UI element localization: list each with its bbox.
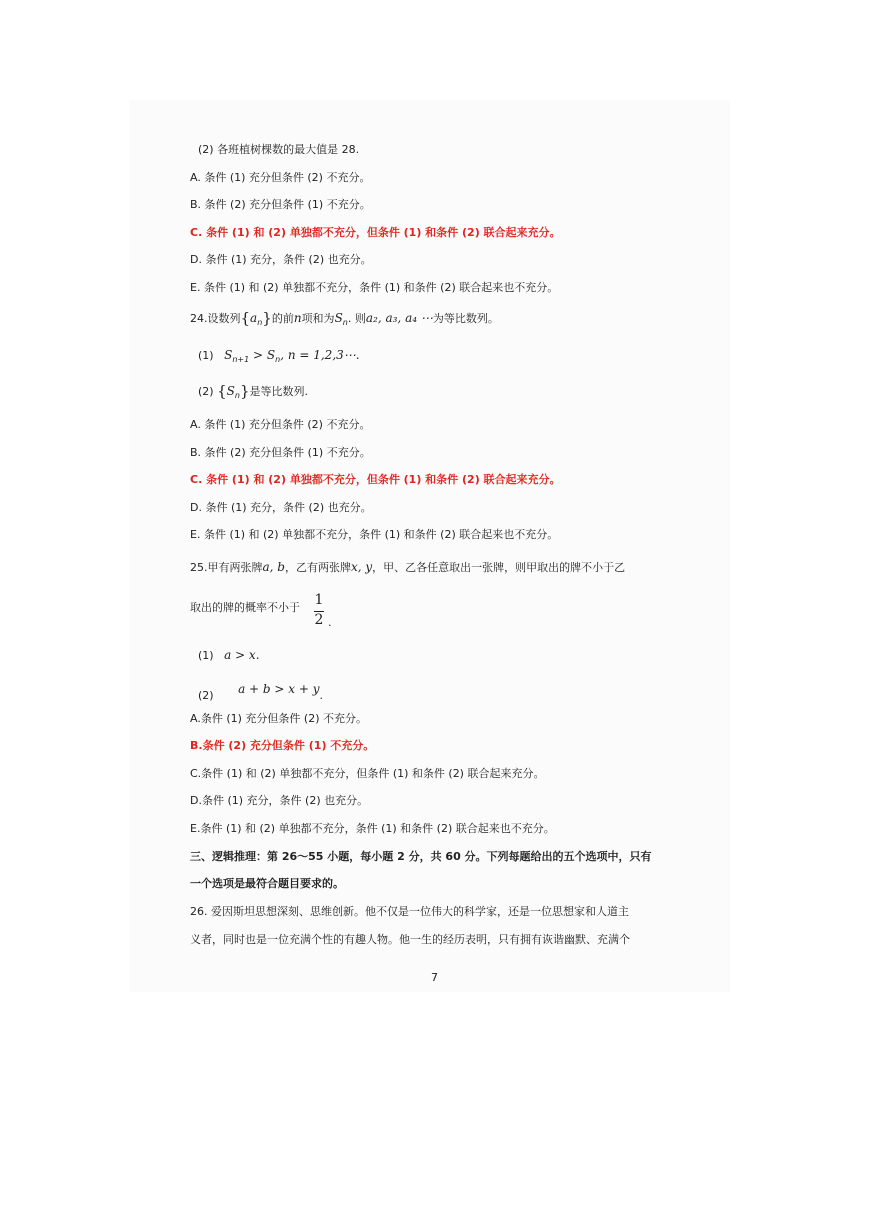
math-var: a, b <box>262 560 285 574</box>
left-brace: { <box>217 382 227 400</box>
math-var: S <box>226 384 235 398</box>
condition-1 <box>198 648 260 663</box>
math-var: a <box>250 311 258 325</box>
option-a: A.条件 (1) 充分但条件 (2) 不充分。 <box>190 712 367 725</box>
option-b: B. 条件 (2) 充分但条件 (1) 不充分。 <box>190 198 371 211</box>
left-brace: { <box>240 309 251 327</box>
q25-text: ，乙有两张牌 <box>284 561 351 574</box>
option-e: E. 条件 (1) 和 (2) 单独都不充分，条件 (1) 和条件 (2) 联合起来也不充分。 <box>190 281 559 294</box>
math-expr: , n = 1,2,3⋯. <box>280 348 360 362</box>
q24-text: 的前 <box>271 312 294 325</box>
option-c-answer: C. 条件 (1) 和 (2) 单独都不充分，但条件 (1) 和条件 (2) 联合起来充分。 <box>190 226 561 239</box>
math-subscript: n <box>275 355 281 364</box>
condition-1 <box>198 348 360 367</box>
condition-label: (2) <box>198 689 214 702</box>
option-c: C.条件 (1) 和 (2) 单独都不充分，但条件 (1) 和条件 (2) 联合起来充分。 <box>190 767 545 780</box>
period: . <box>319 689 324 702</box>
section-heading-cont: 一个选项是最符合题目要求的。 <box>190 877 344 890</box>
option-a: A. 条件 (1) 充分但条件 (2) 不充分。 <box>190 171 371 184</box>
question-25-cont <box>190 601 300 615</box>
period: . <box>328 616 332 629</box>
right-brace: } <box>239 382 250 400</box>
option-d: D. 条件 (1) 充分，条件 (2) 也充分。 <box>190 253 372 266</box>
math-subscript: n <box>234 391 240 400</box>
q25-text: ，甲、乙各任意取出一张牌，则甲取出的牌不小于乙 <box>372 561 626 574</box>
text-line: (2) 各班植树棵数的最大值是 28. <box>198 143 360 156</box>
condition-label: (1) <box>198 349 214 362</box>
math-subscript: n+1 <box>232 355 250 364</box>
q24-text: 24.设数列 <box>190 312 241 325</box>
option-b-answer: B.条件 (2) 充分但条件 (1) 不充分。 <box>190 739 375 752</box>
option-c-answer: C. 条件 (1) 和 (2) 单独都不充分，但条件 (1) 和条件 (2) 联合起来充分。 <box>190 473 561 486</box>
fraction-denominator: 2 <box>314 612 324 628</box>
option-d: D. 条件 (1) 充分，条件 (2) 也充分。 <box>190 501 372 514</box>
option-b: B. 条件 (2) 充分但条件 (1) 不充分。 <box>190 446 371 459</box>
condition-2 <box>198 384 308 403</box>
math-var: n <box>293 311 302 325</box>
math-var: S <box>224 348 233 362</box>
right-brace: } <box>262 309 272 327</box>
condition-text: 是等比数列. <box>249 385 308 398</box>
option-d: D.条件 (1) 充分，条件 (2) 也充分。 <box>190 794 369 807</box>
option-e: E. 条件 (1) 和 (2) 单独都不充分，条件 (1) 和条件 (2) 联合起来也不充分。 <box>190 528 559 541</box>
condition-2 <box>198 682 323 703</box>
math-expr: > S <box>249 348 276 362</box>
math-expr: a + b > x + y <box>238 682 320 696</box>
fraction-numerator: 1 <box>314 592 324 608</box>
condition-label: (2) <box>198 385 214 398</box>
question-26: 26. 爱因斯坦思想深刻、思维创新。他不仅是一位伟大的科学家，还是一位思想家和人道主 <box>190 905 629 918</box>
q25-text: 取出的牌的概率不小于 <box>190 601 300 614</box>
q24-text: . 则 <box>347 312 366 325</box>
math-subscript: n <box>342 318 348 327</box>
option-a: A. 条件 (1) 充分但条件 (2) 不充分。 <box>190 418 371 431</box>
option-e: E.条件 (1) 和 (2) 单独都不充分，条件 (1) 和条件 (2) 联合起来也不充分。 <box>190 822 555 835</box>
question-24 <box>190 311 499 330</box>
math-sequence: a₂, a₃, a₄ ⋯ <box>365 311 433 325</box>
question-26-cont: 义者，同时也是一位充满个性的有趣人物。他一生的经历表明，只有拥有诙谐幽默、充满个 <box>190 933 630 946</box>
math-var: x, y <box>350 560 373 574</box>
math-subscript: n <box>257 318 263 327</box>
section-heading: 三、逻辑推理：第 26～55 小题，每小题 2 分，共 60 分。下列每题给出的五个选项中，只有 <box>190 850 652 863</box>
math-var: S <box>334 311 343 325</box>
math-expr: a > x. <box>224 648 260 662</box>
page-number: 7 <box>431 971 438 984</box>
q25-text: 25.甲有两张牌 <box>190 561 263 574</box>
q24-text: 项和为 <box>301 312 335 325</box>
q24-text: 为等比数列。 <box>432 312 499 325</box>
question-25 <box>190 560 625 575</box>
condition-label: (1) <box>198 649 214 662</box>
